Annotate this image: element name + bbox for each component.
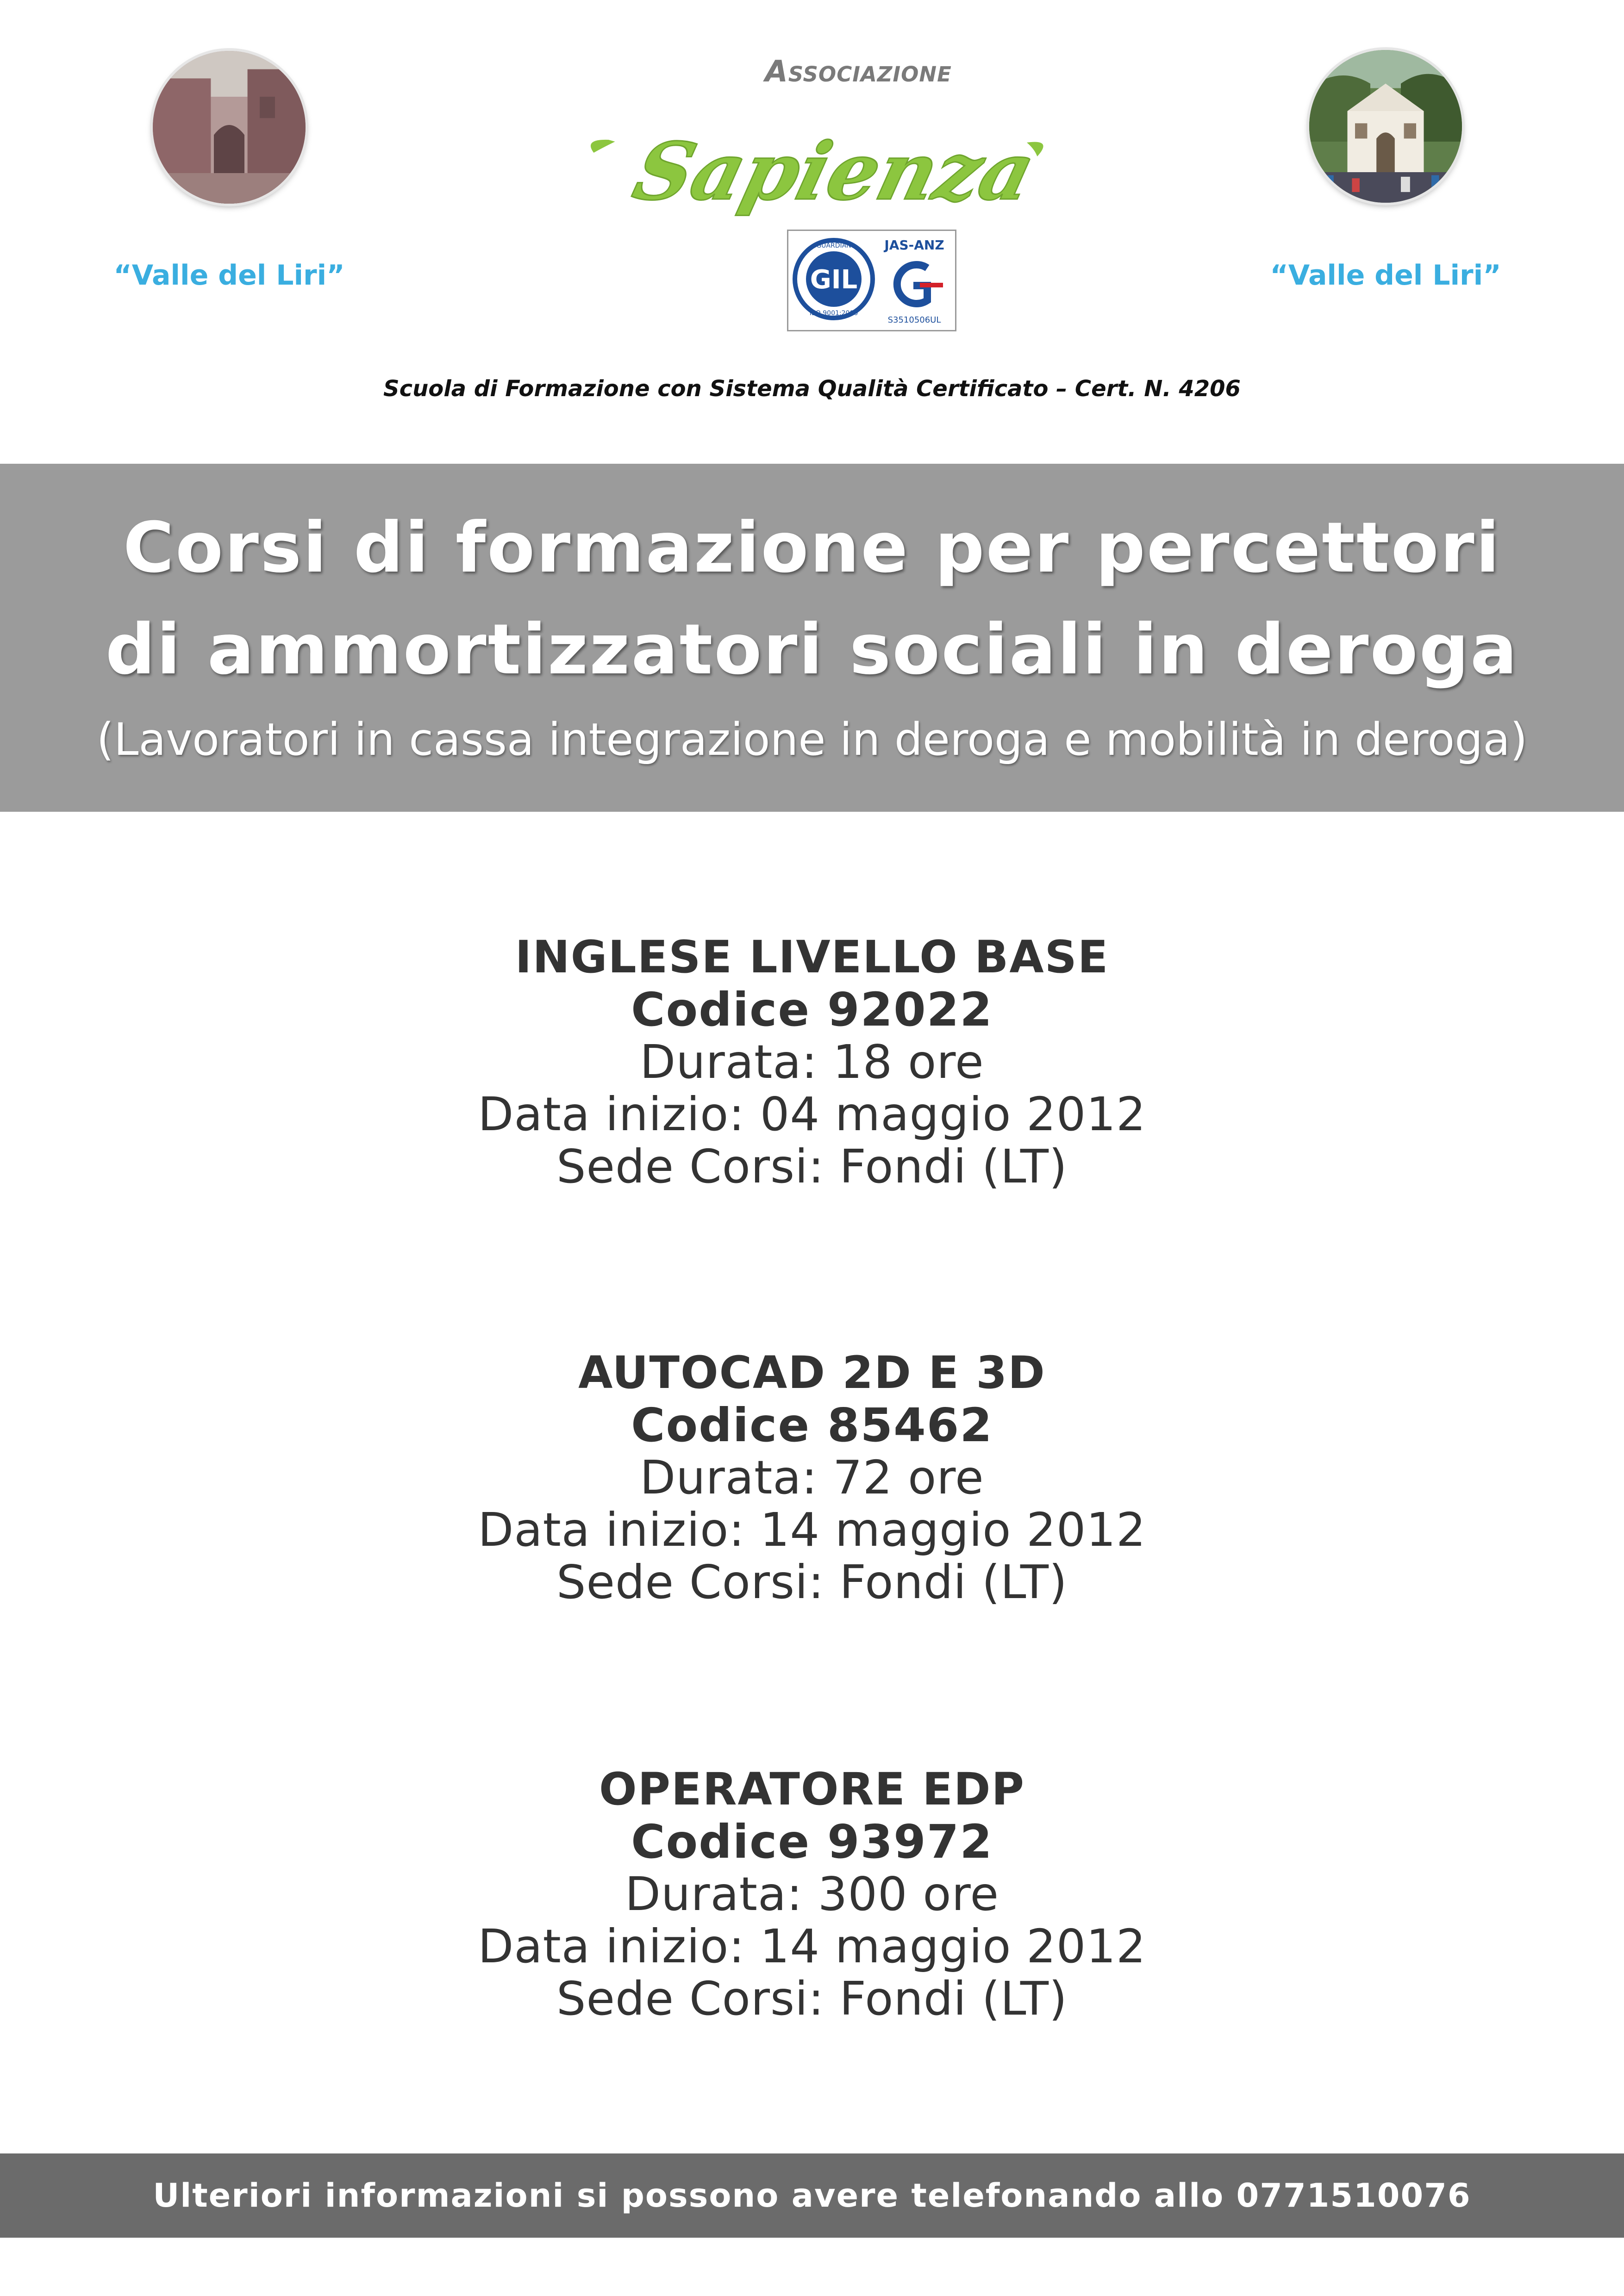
course-block xyxy=(0,931,1624,1193)
sapienza-wordmark-logo xyxy=(560,120,1088,227)
course-duration: Durata: 18 ore xyxy=(640,1035,984,1089)
jas-anz-code: S3510506UL xyxy=(887,315,941,325)
gil-jas-anz-certification-logo xyxy=(787,230,956,331)
school-certification-line: Scuola di Formazione con Sistema Qualità Certificato – Cert. N. 4206 xyxy=(383,376,1241,402)
title-line-2: di ammortizzatori sociali in deroga xyxy=(105,610,1519,690)
association-label: Associazione xyxy=(765,55,952,89)
course-name: INGLESE LIVELLO BASE xyxy=(515,931,1109,983)
gil-ring-bottom: ISO 9001:2000 xyxy=(809,310,858,317)
brand-name: Sapienza xyxy=(625,125,1044,218)
stone-arch-photo xyxy=(153,51,306,204)
course-location: Sede Corsi: Fondi (LT) xyxy=(556,1555,1068,1609)
gil-ring-top: GUARDIAN xyxy=(816,242,851,249)
footer-contact-text: Ulteriori informazioni si possono avere telefonando allo 0771510076 xyxy=(153,2177,1471,2215)
course-start-date: Data inizio: 14 maggio 2012 xyxy=(478,1919,1146,1973)
jas-anz-label: JAS-ANZ xyxy=(884,237,944,253)
title-line-1: Corsi di formazione per percettori xyxy=(123,508,1501,588)
course-code: Codice 92022 xyxy=(631,983,993,1037)
course-code: Codice 85462 xyxy=(631,1398,993,1452)
course-duration: Durata: 300 ore xyxy=(625,1867,999,1921)
course-start-date: Data inizio: 14 maggio 2012 xyxy=(478,1503,1146,1557)
footer-band xyxy=(0,2153,1624,2238)
course-block xyxy=(0,1347,1624,1608)
course-name: AUTOCAD 2D E 3D xyxy=(578,1347,1046,1399)
title-band xyxy=(0,464,1624,812)
right-caption: “Valle del Liri” xyxy=(1270,259,1501,292)
church-photo xyxy=(1309,50,1462,203)
course-name: OPERATORE EDP xyxy=(599,1763,1025,1815)
course-location: Sede Corsi: Fondi (LT) xyxy=(556,1139,1068,1194)
course-code: Codice 93972 xyxy=(631,1815,993,1869)
left-caption: “Valle del Liri” xyxy=(113,259,345,292)
course-location: Sede Corsi: Fondi (LT) xyxy=(556,1972,1068,2026)
gil-mark: GIL xyxy=(810,265,858,295)
course-start-date: Data inizio: 04 maggio 2012 xyxy=(478,1087,1146,1141)
title-subtitle: (Lavoratori in cassa integrazione in deroga e mobilità in deroga) xyxy=(96,714,1528,765)
course-duration: Durata: 72 ore xyxy=(640,1450,984,1505)
course-block xyxy=(0,1763,1624,2025)
